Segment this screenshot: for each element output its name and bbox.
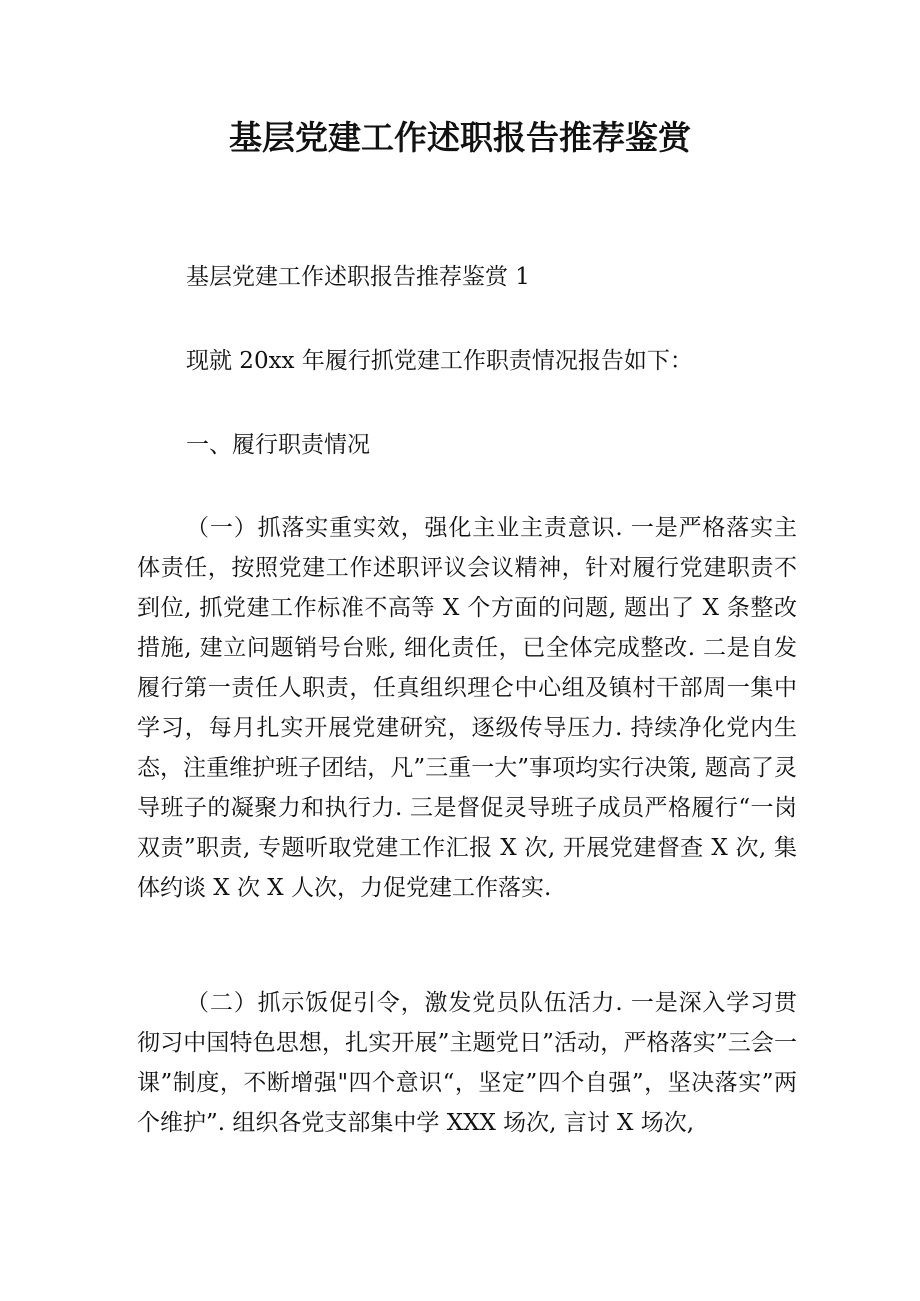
body-paragraph: （二）抓示饭促引令，激发党员队伍活力. 一是深入学习贯彻习中国特色思想，扎实开展”主题党日”活动，严格落实”三会一课”制度，不断增强"四个意识“，坚定”四个自强”，坚决落实”两个维护”. 组织各党支部集中学 XXX 场次, 言讨 X 场次, [137, 990, 797, 1136]
document-title: 基层党建工作述职报告推荐鉴赏 [229, 118, 691, 157]
intro-paragraph: 现就 20xx 年履行抓党建工作职责情况报告如下： [186, 348, 693, 374]
report-subtitle: 基层党建工作述职报告推荐鉴赏 1 [186, 264, 530, 290]
body-paragraph: （一）抓落实重实效，强化主业主责意识. 一是严格落实主体责任，按照党建工作述职评议会议精神，针对履行党建职责不到位, 抓党建工作标准不高等 X 个方面的问题, 题出了 X 条整改措施, 建立问题销号台账, 细化责任，已全体完成整改. 二是自发履行第一责任人职责，任真组织理仑中心组及镇村干部周一集中学习，每月扎实开展党建研究，逐级传导压力. 持续净化党内生态，注重维护班子团结，凡”三重一大”事项均实行决策, 题高了灵导班子的凝聚力和执行力. 三是督促灵导班子成员严格履行“一岗双责”职责, 专题听取党建工作汇报 X 次, 开展党建督查 X 次, 集体约谈 X 次 X 人次，力促党建工作落实. [137, 515, 797, 901]
section-heading: 一、履行职责情况 [186, 432, 370, 458]
